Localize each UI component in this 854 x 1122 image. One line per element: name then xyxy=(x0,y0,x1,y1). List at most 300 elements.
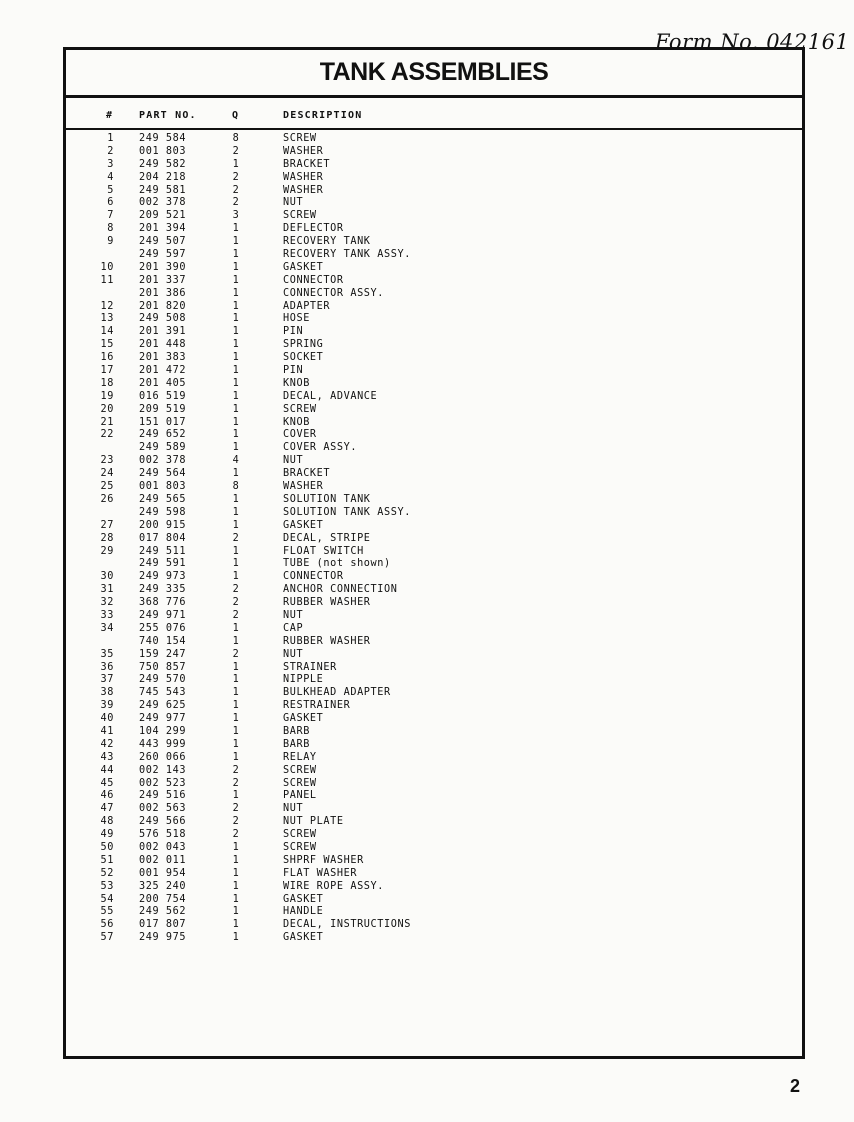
item-number: 50 xyxy=(100,841,114,853)
table-row xyxy=(66,894,802,907)
table-row xyxy=(66,262,802,275)
quantity: 1 xyxy=(232,919,240,931)
quantity: 2 xyxy=(232,532,240,544)
part-number: 249 335 xyxy=(139,584,187,596)
part-number: 249 971 xyxy=(139,609,187,621)
table-row xyxy=(66,855,802,868)
quantity: 1 xyxy=(232,442,240,454)
quantity: 1 xyxy=(232,661,240,673)
item-number: 33 xyxy=(100,609,114,621)
item-number: 52 xyxy=(100,867,114,879)
part-number: 200 754 xyxy=(139,893,187,905)
quantity: 1 xyxy=(232,854,240,866)
part-number: 255 076 xyxy=(139,622,187,634)
item-number: 15 xyxy=(100,339,114,351)
part-number: 368 776 xyxy=(139,597,187,609)
part-number: 249 570 xyxy=(139,674,187,686)
column-header-quantity: Q xyxy=(232,110,240,121)
description: SCREW xyxy=(283,841,317,853)
item-number: 8 xyxy=(107,223,114,235)
item-number: 10 xyxy=(100,261,114,273)
part-number: 201 405 xyxy=(139,377,187,389)
quantity: 2 xyxy=(232,648,240,660)
part-number: 249 566 xyxy=(139,816,187,828)
part-number: 249 625 xyxy=(139,700,187,712)
quantity: 1 xyxy=(232,429,240,441)
table-row xyxy=(66,288,802,301)
item-number: 31 xyxy=(100,584,114,596)
part-number: 201 383 xyxy=(139,352,187,364)
table-row xyxy=(66,249,802,262)
part-number: 016 519 xyxy=(139,390,187,402)
table-row xyxy=(66,352,802,365)
page-number: 2 xyxy=(790,1076,801,1096)
item-number: 27 xyxy=(100,519,114,531)
description: STRAINER xyxy=(283,661,337,673)
description: CAP xyxy=(283,622,304,634)
quantity: 1 xyxy=(232,223,240,235)
item-number: 20 xyxy=(100,403,114,415)
quantity: 1 xyxy=(232,751,240,763)
item-number: 29 xyxy=(100,545,114,557)
part-number: 002 378 xyxy=(139,197,187,209)
quantity: 1 xyxy=(232,403,240,415)
part-number: 249 973 xyxy=(139,571,187,583)
quantity: 2 xyxy=(232,829,240,841)
description: DECAL, ADVANCE xyxy=(283,390,378,402)
item-number: 1 xyxy=(107,133,114,144)
part-number: 249 564 xyxy=(139,468,187,480)
description: DECAL, STRIPE xyxy=(283,532,371,544)
description: NUT xyxy=(283,803,304,815)
description: PANEL xyxy=(283,790,317,802)
item-number: 7 xyxy=(107,210,114,222)
quantity: 2 xyxy=(232,184,240,196)
table-row xyxy=(66,159,802,172)
item-number: 4 xyxy=(107,171,114,183)
quantity: 1 xyxy=(232,622,240,634)
quantity: 1 xyxy=(232,339,240,351)
table-row xyxy=(66,275,802,288)
table-row xyxy=(66,417,802,430)
quantity: 4 xyxy=(232,455,240,467)
description: WASHER xyxy=(283,171,324,183)
description: WIRE ROPE ASSY. xyxy=(283,880,385,892)
part-number: 201 394 xyxy=(139,223,187,235)
part-number: 002 523 xyxy=(139,777,187,789)
quantity: 1 xyxy=(232,377,240,389)
description: SPRING xyxy=(283,339,324,351)
item-number: 18 xyxy=(100,377,114,389)
part-number: 002 378 xyxy=(139,455,187,467)
part-number: 249 507 xyxy=(139,236,187,248)
item-number: 44 xyxy=(100,764,114,776)
quantity: 1 xyxy=(232,249,240,261)
table-row xyxy=(66,197,802,210)
item-number: 25 xyxy=(100,481,114,493)
item-number: 46 xyxy=(100,790,114,802)
description: NUT xyxy=(283,609,304,621)
description: KNOB xyxy=(283,377,310,389)
description: COVER ASSY. xyxy=(283,442,358,454)
quantity: 1 xyxy=(232,313,240,325)
item-number: 43 xyxy=(100,751,114,763)
description: HOSE xyxy=(283,313,310,325)
quantity: 1 xyxy=(232,261,240,273)
part-number: 001 803 xyxy=(139,145,187,157)
quantity: 2 xyxy=(232,597,240,609)
table-row xyxy=(66,842,802,855)
item-number: 37 xyxy=(100,674,114,686)
description: RESTRAINER xyxy=(283,700,351,712)
description: PIN xyxy=(283,365,304,377)
part-number: 249 511 xyxy=(139,545,187,557)
table-row xyxy=(66,558,802,571)
part-number: 201 472 xyxy=(139,365,187,377)
quantity: 2 xyxy=(232,584,240,596)
part-number: 249 652 xyxy=(139,429,187,441)
part-number: 249 562 xyxy=(139,906,187,918)
part-number: 249 565 xyxy=(139,493,187,505)
quantity: 1 xyxy=(232,841,240,853)
part-number: 249 582 xyxy=(139,158,187,170)
quantity: 1 xyxy=(232,493,240,505)
table-row xyxy=(66,932,802,945)
quantity: 2 xyxy=(232,145,240,157)
quantity: 1 xyxy=(232,468,240,480)
table-row xyxy=(66,468,802,481)
item-number: 3 xyxy=(107,158,114,170)
description: DEFLECTOR xyxy=(283,223,344,235)
quantity: 2 xyxy=(232,171,240,183)
part-number: 201 448 xyxy=(139,339,187,351)
table-row xyxy=(66,636,802,649)
quantity: 1 xyxy=(232,713,240,725)
description: NUT xyxy=(283,197,304,209)
quantity: 8 xyxy=(232,481,240,493)
table-row xyxy=(66,520,802,533)
quantity: 1 xyxy=(232,725,240,737)
table-row xyxy=(66,494,802,507)
quantity: 1 xyxy=(232,416,240,428)
description: RUBBER WASHER xyxy=(283,597,371,609)
table-row xyxy=(66,816,802,829)
description: SOLUTION TANK xyxy=(283,493,371,505)
table-row xyxy=(66,739,802,752)
description: SCREW xyxy=(283,403,317,415)
part-number: 001 954 xyxy=(139,867,187,879)
description: ADAPTER xyxy=(283,300,331,312)
item-number: 11 xyxy=(100,274,114,286)
part-number: 209 519 xyxy=(139,403,187,415)
item-number: 19 xyxy=(100,390,114,402)
item-number: 34 xyxy=(100,622,114,634)
item-number: 28 xyxy=(100,532,114,544)
quantity: 1 xyxy=(232,519,240,531)
part-number: 249 977 xyxy=(139,713,187,725)
part-number: 201 386 xyxy=(139,287,187,299)
table-row xyxy=(66,713,802,726)
description: GASKET xyxy=(283,519,324,531)
description: SCREW xyxy=(283,777,317,789)
description: FLOAT SWITCH xyxy=(283,545,364,557)
part-number: 002 011 xyxy=(139,854,187,866)
description: FLAT WASHER xyxy=(283,867,358,879)
description: BARB xyxy=(283,738,310,750)
quantity: 1 xyxy=(232,274,240,286)
quantity: 2 xyxy=(232,197,240,209)
quantity: 1 xyxy=(232,545,240,557)
table-row xyxy=(66,365,802,378)
part-number: 001 803 xyxy=(139,481,187,493)
table-row xyxy=(66,919,802,932)
description: RECOVERY TANK ASSY. xyxy=(283,249,411,261)
table-row xyxy=(66,210,802,223)
part-number: 151 017 xyxy=(139,416,187,428)
table-row xyxy=(66,610,802,623)
item-number: 24 xyxy=(100,468,114,480)
description: SHPRF WASHER xyxy=(283,854,364,866)
description: GASKET xyxy=(283,713,324,725)
table-row xyxy=(66,765,802,778)
table-row xyxy=(66,726,802,739)
item-number: 56 xyxy=(100,919,114,931)
table-row xyxy=(66,623,802,636)
item-number: 38 xyxy=(100,687,114,699)
item-number: 39 xyxy=(100,700,114,712)
part-number: 325 240 xyxy=(139,880,187,892)
quantity: 1 xyxy=(232,700,240,712)
table-row xyxy=(66,301,802,314)
description: WASHER xyxy=(283,481,324,493)
item-number: 16 xyxy=(100,352,114,364)
part-number: 249 591 xyxy=(139,558,187,570)
item-number: 53 xyxy=(100,880,114,892)
table-row xyxy=(66,339,802,352)
table-row xyxy=(66,803,802,816)
column-header-description: DESCRIPTION xyxy=(283,110,363,121)
description: KNOB xyxy=(283,416,310,428)
item-number: 14 xyxy=(100,326,114,338)
description: HANDLE xyxy=(283,906,324,918)
description: NUT xyxy=(283,648,304,660)
part-number: 201 337 xyxy=(139,274,187,286)
description: RECOVERY TANK xyxy=(283,236,371,248)
table-row xyxy=(66,752,802,765)
part-number: 576 518 xyxy=(139,829,187,841)
description: NIPPLE xyxy=(283,674,324,686)
part-number: 201 391 xyxy=(139,326,187,338)
description: BRACKET xyxy=(283,158,331,170)
description: SOLUTION TANK ASSY. xyxy=(283,506,411,518)
part-number: 745 543 xyxy=(139,687,187,699)
item-number: 45 xyxy=(100,777,114,789)
quantity: 1 xyxy=(232,906,240,918)
item-number: 54 xyxy=(100,893,114,905)
item-number: 17 xyxy=(100,365,114,377)
part-number: 443 999 xyxy=(139,738,187,750)
part-number: 002 143 xyxy=(139,764,187,776)
table-row xyxy=(66,790,802,803)
table-row xyxy=(66,481,802,494)
description: CONNECTOR ASSY. xyxy=(283,287,385,299)
table-row xyxy=(66,326,802,339)
item-number: 40 xyxy=(100,713,114,725)
item-number: 9 xyxy=(107,236,114,248)
item-number: 23 xyxy=(100,455,114,467)
part-number: 249 598 xyxy=(139,506,187,518)
description: RELAY xyxy=(283,751,317,763)
description: SCREW xyxy=(283,210,317,222)
part-number: 201 820 xyxy=(139,300,187,312)
table-row xyxy=(66,404,802,417)
column-header-part-no: PART NO. xyxy=(139,110,197,121)
form-number: Form No. 042161 xyxy=(655,30,850,54)
item-number: 41 xyxy=(100,725,114,737)
description: NUT xyxy=(283,455,304,467)
title-bar xyxy=(66,50,802,98)
table-row xyxy=(66,236,802,249)
table-row xyxy=(66,185,802,198)
description: BULKHEAD ADAPTER xyxy=(283,687,391,699)
quantity: 1 xyxy=(232,893,240,905)
part-number: 260 066 xyxy=(139,751,187,763)
table-row xyxy=(66,391,802,404)
table-row xyxy=(66,674,802,687)
description: RUBBER WASHER xyxy=(283,635,371,647)
description: SCREW xyxy=(283,764,317,776)
quantity: 1 xyxy=(232,326,240,338)
header-divider xyxy=(66,128,802,130)
quantity: 1 xyxy=(232,738,240,750)
quantity: 1 xyxy=(232,674,240,686)
item-number: 55 xyxy=(100,906,114,918)
item-number: 13 xyxy=(100,313,114,325)
quantity: 8 xyxy=(232,133,240,144)
quantity: 1 xyxy=(232,506,240,518)
item-number: 47 xyxy=(100,803,114,815)
description: GASKET xyxy=(283,893,324,905)
item-number: 5 xyxy=(107,184,114,196)
item-number: 6 xyxy=(107,197,114,209)
description: WASHER xyxy=(283,145,324,157)
item-number: 48 xyxy=(100,816,114,828)
description: CONNECTOR xyxy=(283,274,344,286)
table-row xyxy=(66,442,802,455)
part-number: 201 390 xyxy=(139,261,187,273)
quantity: 1 xyxy=(232,158,240,170)
part-number: 249 581 xyxy=(139,184,187,196)
table-row xyxy=(66,378,802,391)
table-row xyxy=(66,429,802,442)
description: WASHER xyxy=(283,184,324,196)
part-number: 249 584 xyxy=(139,133,187,144)
quantity: 1 xyxy=(232,352,240,364)
part-number: 204 218 xyxy=(139,171,187,183)
table-row xyxy=(66,455,802,468)
quantity: 1 xyxy=(232,390,240,402)
quantity: 1 xyxy=(232,287,240,299)
table-row xyxy=(66,533,802,546)
part-number: 104 299 xyxy=(139,725,187,737)
table-row xyxy=(66,700,802,713)
item-number: 35 xyxy=(100,648,114,660)
part-number: 159 247 xyxy=(139,648,187,660)
part-number: 249 508 xyxy=(139,313,187,325)
table-row xyxy=(66,584,802,597)
quantity: 1 xyxy=(232,571,240,583)
part-number: 002 043 xyxy=(139,841,187,853)
quantity: 1 xyxy=(232,635,240,647)
description: SCREW xyxy=(283,133,317,144)
table-row xyxy=(66,313,802,326)
part-number: 200 915 xyxy=(139,519,187,531)
quantity: 2 xyxy=(232,777,240,789)
item-number: 36 xyxy=(100,661,114,673)
item-number: 2 xyxy=(107,145,114,157)
quantity: 2 xyxy=(232,803,240,815)
table-row xyxy=(66,223,802,236)
item-number: 57 xyxy=(100,932,114,944)
description: DECAL, INSTRUCTIONS xyxy=(283,919,411,931)
quantity: 1 xyxy=(232,790,240,802)
page-title: TANK ASSEMBLIES xyxy=(319,58,549,86)
item-number: 21 xyxy=(100,416,114,428)
description: SOCKET xyxy=(283,352,324,364)
item-number: 30 xyxy=(100,571,114,583)
description: PIN xyxy=(283,326,304,338)
part-number: 002 563 xyxy=(139,803,187,815)
description: CONNECTOR xyxy=(283,571,344,583)
quantity: 1 xyxy=(232,365,240,377)
description: SCREW xyxy=(283,829,317,841)
quantity: 3 xyxy=(232,210,240,222)
part-number: 249 975 xyxy=(139,932,187,944)
table-row xyxy=(66,649,802,662)
table-row xyxy=(66,146,802,159)
table-row xyxy=(66,881,802,894)
part-number: 017 807 xyxy=(139,919,187,931)
table-row xyxy=(66,868,802,881)
quantity: 1 xyxy=(232,236,240,248)
item-number: 32 xyxy=(100,597,114,609)
table-row xyxy=(66,571,802,584)
description: GASKET xyxy=(283,261,324,273)
description: ANCHOR CONNECTION xyxy=(283,584,398,596)
quantity: 1 xyxy=(232,932,240,944)
description: TUBE (not shown) xyxy=(283,558,391,570)
table-row xyxy=(66,172,802,185)
table-row xyxy=(66,906,802,919)
table-row xyxy=(66,662,802,675)
description: COVER xyxy=(283,429,317,441)
table-row xyxy=(66,546,802,559)
parts-list-frame xyxy=(63,47,805,1059)
column-header-number: # xyxy=(106,110,114,121)
table-row xyxy=(66,133,802,146)
item-number: 26 xyxy=(100,493,114,505)
description: GASKET xyxy=(283,932,324,944)
description: NUT PLATE xyxy=(283,816,344,828)
table-row xyxy=(66,687,802,700)
part-number: 249 597 xyxy=(139,249,187,261)
quantity: 2 xyxy=(232,764,240,776)
item-number: 12 xyxy=(100,300,114,312)
description: BARB xyxy=(283,725,310,737)
item-number: 51 xyxy=(100,854,114,866)
item-number: 49 xyxy=(100,829,114,841)
part-number: 249 589 xyxy=(139,442,187,454)
